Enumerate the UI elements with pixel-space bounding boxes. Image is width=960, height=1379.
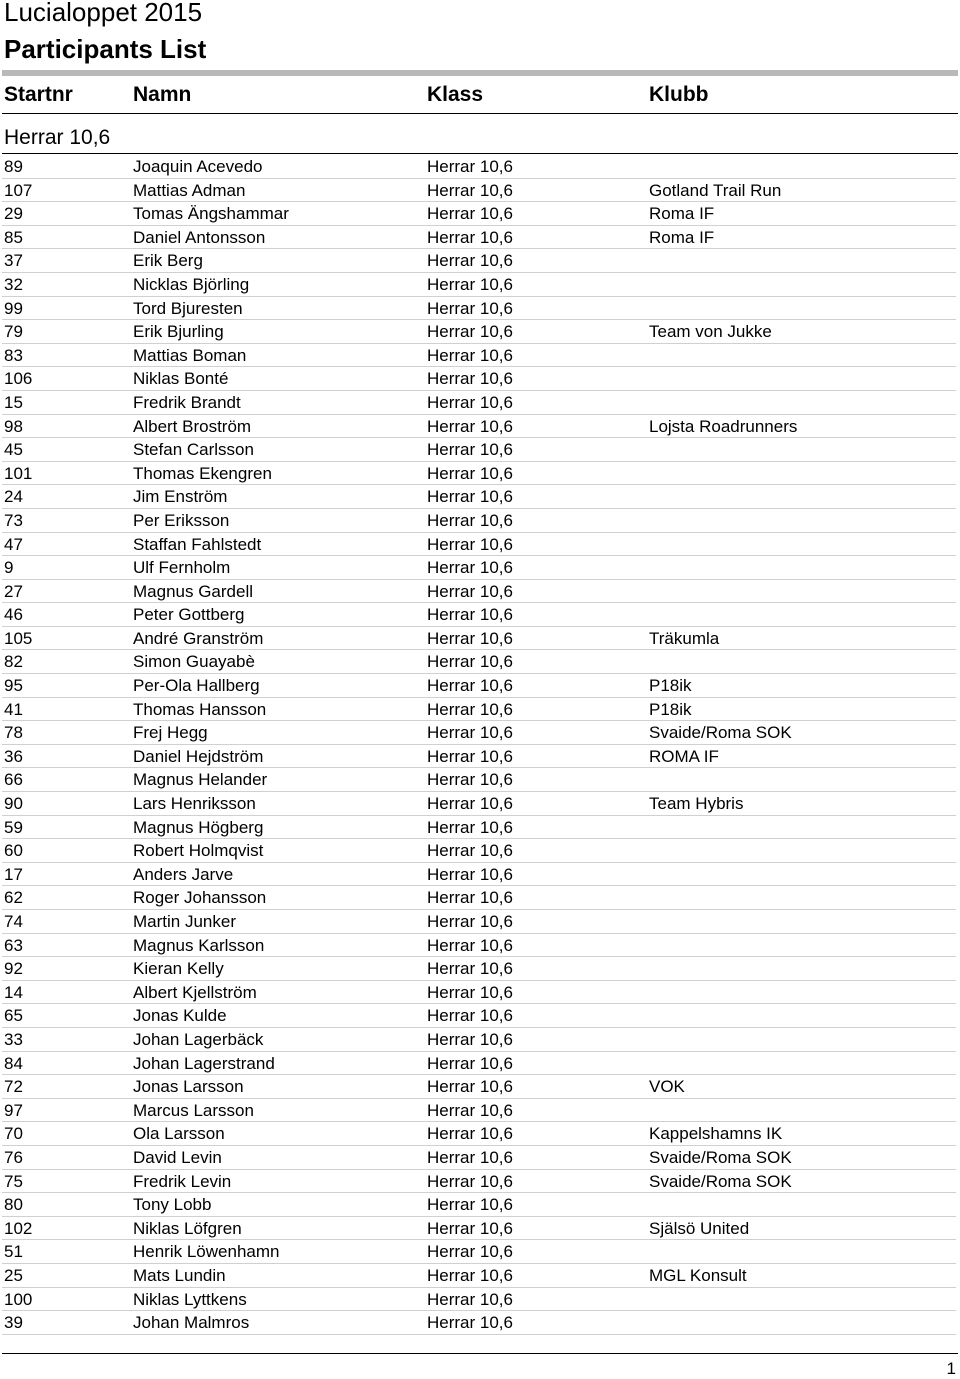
name-cell: Jonas Larsson [133, 1077, 244, 1097]
club-cell: Kappelshamns IK [649, 1124, 783, 1144]
table-row [2, 698, 956, 722]
club-cell: Själsö United [649, 1218, 750, 1238]
table-row [2, 603, 956, 627]
name-cell: David Levin [133, 1147, 222, 1167]
table-row [2, 863, 956, 887]
class-cell: Herrar 10,6 [427, 392, 513, 412]
startnr-cell: 95 [4, 676, 23, 696]
name-cell: Niklas Bonté [133, 369, 229, 389]
class-cell: Herrar 10,6 [427, 912, 513, 931]
startnr-cell: 59 [4, 817, 23, 837]
class-cell: Herrar 10,6 [427, 1265, 513, 1285]
startnr-cell: 72 [4, 1077, 23, 1097]
table-row [2, 226, 956, 250]
club-cell: Lojsta Roadrunners [649, 416, 798, 436]
header-divider [2, 113, 958, 114]
startnr-cell: 83 [4, 345, 23, 365]
name-cell: Erik Berg [133, 251, 203, 271]
class-cell: Herrar 10,6 [427, 1077, 513, 1097]
table-row [2, 839, 956, 863]
club-cell: Team Hybris [649, 794, 744, 814]
table-row [2, 1122, 956, 1146]
class-cell: Herrar 10,6 [427, 982, 513, 1002]
startnr-cell: 97 [4, 1100, 23, 1120]
table-row [2, 580, 956, 604]
class-cell: Herrar 10,6 [427, 1124, 513, 1144]
class-cell: Herrar 10,6 [427, 746, 513, 766]
table-row [2, 367, 956, 391]
class-cell: Herrar 10,6 [427, 487, 513, 507]
club-cell: P18ik [649, 699, 692, 719]
table-row [2, 745, 956, 769]
startnr-cell: 80 [4, 1195, 23, 1215]
startnr-cell: 15 [4, 392, 23, 412]
class-cell: Herrar 10,6 [427, 1029, 513, 1049]
startnr-cell: 100 [4, 1289, 33, 1309]
class-cell: Herrar 10,6 [427, 1147, 513, 1167]
startnr-cell: 78 [4, 723, 23, 743]
table-row [2, 391, 956, 415]
name-cell: Peter Gottberg [133, 605, 245, 625]
class-cell: Herrar 10,6 [427, 1006, 513, 1026]
startnr-cell: 102 [4, 1218, 33, 1238]
club-cell: Svaide/Roma SOK [649, 1171, 792, 1191]
class-cell: Herrar 10,6 [427, 416, 513, 436]
startnr-cell: 62 [4, 888, 23, 908]
club-cell: Gotland Trail Run [649, 180, 782, 200]
name-cell: Per-Ola Hallberg [133, 676, 260, 696]
class-cell: Herrar 10,6 [427, 676, 513, 696]
table-row [2, 1099, 956, 1123]
startnr-cell: 47 [4, 534, 23, 554]
table-row [2, 981, 956, 1005]
name-cell: Mats Lundin [133, 1265, 226, 1285]
startnr-cell: 36 [4, 746, 23, 766]
class-cell: Herrar 10,6 [427, 1242, 513, 1262]
table-row [2, 344, 956, 368]
name-cell: Henrik Löwenhamn [133, 1242, 280, 1262]
class-cell: Herrar 10,6 [427, 770, 513, 790]
name-cell: Per Eriksson [133, 510, 230, 530]
class-cell: Herrar 10,6 [427, 440, 513, 460]
name-cell: Tony Lobb [133, 1195, 212, 1215]
startnr-cell: 46 [4, 605, 23, 625]
name-cell: Martin Junker [133, 912, 236, 931]
class-cell: Herrar 10,6 [427, 157, 513, 176]
class-cell: Herrar 10,6 [427, 274, 513, 294]
class-cell: Herrar 10,6 [427, 251, 513, 271]
class-cell: Herrar 10,6 [427, 581, 513, 601]
table-row [2, 934, 956, 958]
name-cell: Albert Broström [133, 416, 252, 436]
class-cell: Herrar 10,6 [427, 841, 513, 861]
class-cell: Herrar 10,6 [427, 605, 513, 625]
startnr-cell: 27 [4, 581, 23, 601]
startnr-cell: 51 [4, 1242, 23, 1262]
name-cell: Johan Malmros [133, 1313, 250, 1333]
name-cell: Jim Enström [133, 487, 228, 507]
table-row [2, 297, 956, 321]
name-cell: Ulf Fernholm [133, 558, 231, 578]
class-cell: Herrar 10,6 [427, 1313, 513, 1333]
table-row [2, 155, 956, 179]
name-cell: Anders Jarve [133, 864, 234, 884]
club-cell: Roma IF [649, 204, 715, 224]
name-cell: Albert Kjellström [133, 982, 257, 1002]
section-title: Herrar 10,6 [4, 126, 111, 149]
table-row [2, 202, 956, 226]
name-cell: Magnus Gardell [133, 581, 254, 601]
class-cell: Herrar 10,6 [427, 1218, 513, 1238]
class-cell: Herrar 10,6 [427, 935, 513, 955]
class-cell: Herrar 10,6 [427, 369, 513, 389]
startnr-cell: 82 [4, 652, 23, 672]
class-cell: Herrar 10,6 [427, 628, 513, 648]
startnr-cell: 90 [4, 794, 23, 814]
class-cell: Herrar 10,6 [427, 534, 513, 554]
table-row [2, 179, 956, 203]
table-row [2, 320, 956, 344]
club-cell: Team von Jukke [649, 322, 772, 342]
startnr-cell: 76 [4, 1147, 23, 1167]
table-row [2, 415, 956, 439]
name-cell: Roger Johansson [133, 888, 267, 908]
table-row [2, 886, 956, 910]
table-row [2, 816, 956, 840]
event-title: Lucialoppet 2015 [4, 0, 203, 27]
name-cell: André Granström [133, 628, 264, 648]
table-row [2, 792, 956, 816]
table-row [2, 1004, 956, 1028]
class-cell: Herrar 10,6 [427, 322, 513, 342]
class-cell: Herrar 10,6 [427, 345, 513, 365]
column-header-klass: Klass [427, 83, 484, 106]
startnr-cell: 74 [4, 912, 23, 931]
club-cell: Svaide/Roma SOK [649, 723, 792, 743]
startnr-cell: 33 [4, 1029, 23, 1049]
name-cell: Frej Hegg [133, 723, 208, 743]
footer-divider [2, 1353, 958, 1354]
startnr-cell: 106 [4, 369, 33, 389]
name-cell: Jonas Kulde [133, 1006, 227, 1026]
name-cell: Thomas Ekengren [133, 463, 272, 483]
startnr-cell: 98 [4, 416, 23, 436]
startnr-cell: 73 [4, 510, 23, 530]
class-cell: Herrar 10,6 [427, 1100, 513, 1120]
column-header-klubb: Klubb [649, 83, 709, 106]
participants-table [2, 155, 956, 1335]
name-cell: Fredrik Levin [133, 1171, 232, 1191]
name-cell: Thomas Hansson [133, 699, 267, 719]
startnr-cell: 37 [4, 251, 23, 271]
title-divider [2, 70, 958, 76]
startnr-cell: 29 [4, 204, 23, 224]
table-row [2, 1075, 956, 1099]
startnr-cell: 39 [4, 1313, 23, 1333]
name-cell: Niklas Lyttkens [133, 1289, 247, 1309]
column-header-row [0, 83, 960, 111]
table-row [2, 438, 956, 462]
startnr-cell: 85 [4, 227, 23, 247]
class-cell: Herrar 10,6 [427, 817, 513, 837]
club-cell: Träkumla [649, 628, 720, 648]
table-row [2, 249, 956, 273]
name-cell: Robert Holmqvist [133, 841, 264, 861]
startnr-cell: 92 [4, 959, 23, 979]
name-cell: Johan Lagerbäck [133, 1029, 264, 1049]
startnr-cell: 84 [4, 1053, 23, 1073]
startnr-cell: 17 [4, 864, 23, 884]
name-cell: Magnus Högberg [133, 817, 264, 837]
table-row [2, 957, 956, 981]
class-cell: Herrar 10,6 [427, 510, 513, 530]
club-cell: VOK [649, 1077, 685, 1097]
table-row [2, 533, 956, 557]
name-cell: Daniel Antonsson [133, 227, 266, 247]
startnr-cell: 105 [4, 628, 33, 648]
club-cell: MGL Konsult [649, 1265, 747, 1285]
name-cell: Mattias Adman [133, 180, 246, 200]
table-row [2, 462, 956, 486]
table-row [2, 1028, 956, 1052]
startnr-cell: 75 [4, 1171, 23, 1191]
table-row [2, 627, 956, 651]
startnr-cell: 41 [4, 699, 23, 719]
name-cell: Nicklas Björling [133, 274, 250, 294]
startnr-cell: 32 [4, 274, 23, 294]
table-row [2, 1170, 956, 1194]
column-header-startnr: Startnr [4, 83, 73, 106]
table-row [2, 1146, 956, 1170]
name-cell: Tomas Ängshammar [133, 204, 289, 224]
name-cell: Marcus Larsson [133, 1100, 254, 1120]
name-cell: Magnus Karlsson [133, 935, 265, 955]
class-cell: Herrar 10,6 [427, 180, 513, 200]
table-row [2, 768, 956, 792]
class-cell: Herrar 10,6 [427, 1195, 513, 1215]
table-row [2, 556, 956, 580]
class-cell: Herrar 10,6 [427, 463, 513, 483]
startnr-cell: 101 [4, 463, 33, 483]
class-cell: Herrar 10,6 [427, 1171, 513, 1191]
name-cell: Mattias Boman [133, 345, 247, 365]
class-cell: Herrar 10,6 [427, 723, 513, 743]
startnr-cell: 25 [4, 1265, 23, 1285]
startnr-cell: 63 [4, 935, 23, 955]
class-cell: Herrar 10,6 [427, 888, 513, 908]
column-header-namn: Namn [133, 83, 192, 106]
table-row [2, 1217, 956, 1241]
startnr-cell: 89 [4, 157, 23, 176]
name-cell: Magnus Helander [133, 770, 268, 790]
name-cell: Niklas Löfgren [133, 1218, 242, 1238]
class-cell: Herrar 10,6 [427, 699, 513, 719]
club-cell: Svaide/Roma SOK [649, 1147, 792, 1167]
table-row [2, 1264, 956, 1288]
table-row [2, 910, 956, 934]
class-cell: Herrar 10,6 [427, 794, 513, 814]
table-row [2, 509, 956, 533]
name-cell: Staffan Fahlstedt [133, 534, 262, 554]
startnr-cell: 99 [4, 298, 23, 318]
name-cell: Lars Henriksson [133, 794, 256, 814]
name-cell: Daniel Hejdström [133, 746, 264, 766]
table-row [2, 674, 956, 698]
name-cell: Erik Bjurling [133, 322, 224, 342]
name-cell: Fredrik Brandt [133, 392, 241, 412]
table-row [2, 1193, 956, 1217]
startnr-cell: 70 [4, 1124, 23, 1144]
startnr-cell: 9 [4, 558, 14, 578]
table-row [2, 1311, 956, 1335]
startnr-cell: 107 [4, 180, 33, 200]
name-cell: Tord Bjuresten [133, 298, 243, 318]
table-row [2, 650, 956, 674]
page-title: Participants List [4, 34, 207, 64]
startnr-cell: 60 [4, 841, 23, 861]
class-cell: Herrar 10,6 [427, 227, 513, 247]
class-cell: Herrar 10,6 [427, 864, 513, 884]
table-row [2, 1240, 956, 1264]
club-cell: P18ik [649, 676, 692, 696]
name-cell: Johan Lagerstrand [133, 1053, 275, 1073]
class-cell: Herrar 10,6 [427, 558, 513, 578]
name-cell: Stefan Carlsson [133, 440, 254, 460]
startnr-cell: 14 [4, 982, 23, 1002]
table-row [2, 721, 956, 745]
name-cell: Kieran Kelly [133, 959, 224, 979]
club-cell: ROMA IF [649, 746, 719, 766]
class-cell: Herrar 10,6 [427, 298, 513, 318]
class-cell: Herrar 10,6 [427, 959, 513, 979]
section-divider [2, 153, 958, 154]
table-row [2, 1052, 956, 1076]
name-cell: Simon Guayabè [133, 652, 255, 672]
class-cell: Herrar 10,6 [427, 1053, 513, 1073]
table-row [2, 485, 956, 509]
club-cell: Roma IF [649, 227, 715, 247]
page-number: 1 [946, 1359, 956, 1378]
startnr-cell: 24 [4, 487, 23, 507]
startnr-cell: 66 [4, 770, 23, 790]
name-cell: Joaquin Acevedo [133, 157, 263, 176]
startnr-cell: 45 [4, 440, 23, 460]
table-row [2, 1288, 956, 1312]
class-cell: Herrar 10,6 [427, 1289, 513, 1309]
startnr-cell: 79 [4, 322, 23, 342]
table-row [2, 273, 956, 297]
class-cell: Herrar 10,6 [427, 204, 513, 224]
startnr-cell: 65 [4, 1006, 23, 1026]
name-cell: Ola Larsson [133, 1124, 225, 1144]
class-cell: Herrar 10,6 [427, 652, 513, 672]
